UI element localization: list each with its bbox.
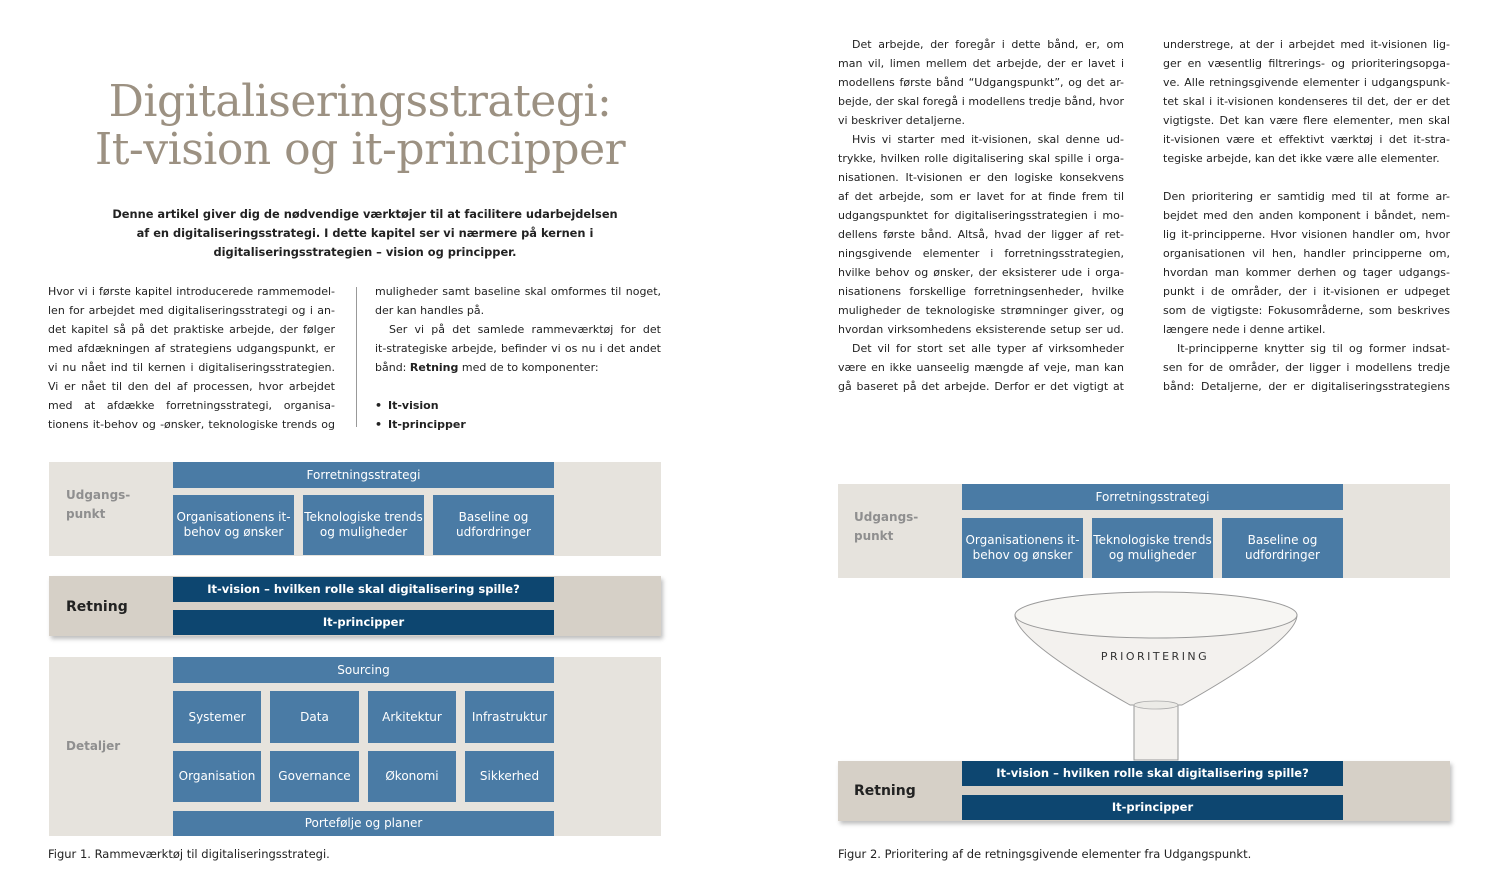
body-column-1 [48,282,335,434]
text-line: Den prioritering er samtidig med til at forme ar- [1163,190,1450,203]
text-span: bånd: [375,361,410,374]
figure-2-caption: Figur 2. Prioritering af de retningsgivende elementer fra Udgangspunkt. [838,847,1252,861]
band-label-udgangspunkt [66,486,130,524]
text-line: modellens første bånd “Udgangspunkt”, og det ar- [838,76,1124,89]
text-line: med at afdække forretningsstrategi, organisa- [48,399,335,412]
text-line: lig it-principperne. Hvor visionen handler om, hvor [1163,228,1450,241]
body-column-3 [838,35,1124,396]
box-sourcing: Sourcing [173,657,554,683]
box-it-vision: It-vision – hvilken rolle skal digitalisering spille? [173,577,554,602]
lead-line: af en digitaliseringsstrategi. I dette kapitel ser vi nærmere på kernen i [136,226,594,240]
text-line: hvordan man kommer derhen og tager udgangs- [1163,266,1450,279]
text-line: vigtigste. Det kan være flere elementer, men skal [1163,114,1450,127]
box-okonomi: Økonomi [368,751,456,802]
text-line: man vil, limen mellem det arbejde, der er lavet i [838,57,1124,70]
band-label-retning: Retning [854,783,916,799]
text-line: Hvis vi starter med it-visionen, skal denne ud- [852,133,1124,146]
text-line: dellens første bånd. Altså, hvad der ligger af ret- [838,228,1124,241]
box-systemer: Systemer [173,691,261,743]
bullet-icon: • [375,418,383,431]
funnel-label: PRIORITERING [1100,650,1210,663]
list-item-label: It-vision [388,399,439,412]
box-organisationens-behov: Organisationens it-behov og ønsker [962,518,1083,578]
text-line: muligheder de teknologiske strømninger giver, og [838,304,1124,317]
column-divider [356,287,357,427]
text-line: nisationens forskellige forretningsenheder, hvilke [838,285,1124,298]
text-line [1163,168,1450,187]
label-line: punkt [854,529,894,543]
text-line: vi beskriver detaljerne. [838,114,966,127]
body-column-2 [375,282,661,434]
text-line: sen for de områder, der ligger i modellens tredje [1163,361,1450,374]
text-line: med afdækningen af strategiens udgangspunkt, er [48,342,335,355]
text-line: ve. Alle retningsgivende elementer i udgangspunk- [1163,76,1450,89]
text-line: bånd: Detaljerne, der er digitaliseringsstrategiens [1163,380,1450,393]
lead-line: Denne artikel giver dig de nødvendige værktøjer til at facilitere udarbejdelsen [112,207,618,221]
text-line: længere nede i denne artikel. [1163,323,1326,336]
text-line: ger en væsentlig filtrerings- og prioriteringsopga- [1163,57,1450,70]
text-line: Det vil for stort set alle typer af virksomheder [852,342,1124,355]
box-governance: Governance [270,751,359,802]
band-label-retning: Retning [66,599,128,615]
text-line: af det arbejde, som er lavet for at finde frem til [838,190,1124,203]
text-line: organisationen vil hen, handler principperne om, [1163,247,1450,260]
lead-paragraph [100,205,630,262]
text-line: udgangspunktet for digitaliseringsstrategien i mo- [838,209,1124,222]
box-data: Data [270,691,359,743]
label-line: Udgangs- [66,488,131,502]
box-teknologiske-trends: Teknologiske trends og muligheder [1092,518,1213,578]
bullet-icon: • [375,399,383,412]
prioritering-funnel [1010,590,1300,762]
band-label-detaljer: Detaljer [66,739,121,753]
text-line: vi nu nået ind til kernen i digitaliseringsstrategien. [48,361,335,374]
list-item [375,396,661,415]
figure-1-caption: Figur 1. Rammeværktøj til digitaliseringsstrategi. [48,847,330,861]
label-line: Udgangs- [854,510,919,524]
article-title [60,78,660,174]
box-forretningsstrategi: Forretningsstrategi [173,462,554,488]
text-line: tegiske arbejde, kan det ikke være alle elementer. [1163,152,1440,165]
box-teknologiske-trends: Teknologiske trends og muligheder [303,495,424,555]
text-line: understrege, at der i arbejdet med it-visionen lig- [1163,38,1450,51]
text-line: len for arbejdet med digitaliseringsstrategi og i an- [48,304,335,317]
text-line: punkt i de områder, der i it-visionen er udpeget [1163,285,1450,298]
text-line: it-visionen være et effektivt værktøj i det it-stra- [1163,133,1450,146]
box-organisationens-behov: Organisationens it-behov og ønsker [173,495,294,555]
label-line: punkt [66,507,106,521]
list-item-label: It-principper [388,418,466,431]
box-arkitektur: Arkitektur [368,691,456,743]
bullet-list [375,396,661,434]
band-detaljer [49,657,661,836]
box-it-principper: It-principper [962,795,1343,820]
title-line-2: It-vision og it-principper [94,124,626,175]
text-span: med de to komponenter: [458,361,599,374]
list-item [375,415,661,434]
text-line: muligheder samt baseline skal omformes til noget, [375,285,661,298]
text-line: det kapitel så på det praktiske arbejde, der følger [48,323,335,336]
text-line: Vi er nået til den del af processen, hvor arbejdet [48,380,335,393]
text-line: Ser vi på det samlede rammeværktøj for det [389,323,661,336]
text-line: Hvor vi i første kapitel introducerede rammemodel- [48,285,335,298]
box-baseline: Baseline og udfordringer [433,495,554,555]
box-portefolje: Portefølje og planer [173,811,554,836]
text-line: bejdet med den anden komponent i båndet, nem- [1163,209,1450,222]
box-forretningsstrategi: Forretningsstrategi [962,484,1343,510]
text-line: bejde, der skal foregå i modellens tredje bånd, hvor [838,95,1124,108]
box-baseline: Baseline og udfordringer [1222,518,1343,578]
text-line: hvilke behov og ønsker, der eksisterer ude i orga- [838,266,1124,279]
title-line-1: Digitaliseringsstrategi: [108,76,612,127]
body-column-4 [1163,35,1450,396]
text-line: tionens it-behov og -ønsker, teknologiske trends og [48,418,335,431]
text-line: nisationen. It-visionen er den logiske konsekvens [838,171,1124,184]
text-line: tet skal i it-visionen kondenseres til det, der er det [1163,95,1450,108]
text-line: der kan handles på. [375,304,485,317]
text-line: Det arbejde, der foregår i dette bånd, er, om [852,38,1124,51]
text-line: It-principperne knytter sig til og former indsat- [1177,342,1450,355]
box-it-principper: It-principper [173,610,554,635]
box-it-vision: It-vision – hvilken rolle skal digitalisering spille? [962,761,1343,786]
box-infrastruktur: Infrastruktur [465,691,554,743]
band-label-udgangspunkt [854,508,918,546]
text-bold: Retning [409,361,459,374]
box-sikkerhed: Sikkerhed [465,751,554,802]
lead-line: digitaliseringsstrategien – vision og principper. [213,245,517,259]
text-line: gå baseret på det arbejde. Derfor er det vigtigt at [838,380,1124,393]
text-line: it-strategiske arbejde, befinder vi os nu i det andet [375,342,661,355]
text-line: ningsgivende elementer i forretningsstrategien, [838,247,1124,260]
text-line: være en ikke uanseelig mængde af veje, man kan [838,361,1124,374]
box-organisation: Organisation [173,751,261,802]
text-line [375,358,661,377]
text-line: trykke, hvilken rolle digitalisering skal spille i orga- [838,152,1124,165]
text-line: som de vigtigste: Fokusområderne, som beskrives [1163,304,1450,317]
text-line: hvordan virksomhedens eksisterende setup ser ud. [838,323,1124,336]
